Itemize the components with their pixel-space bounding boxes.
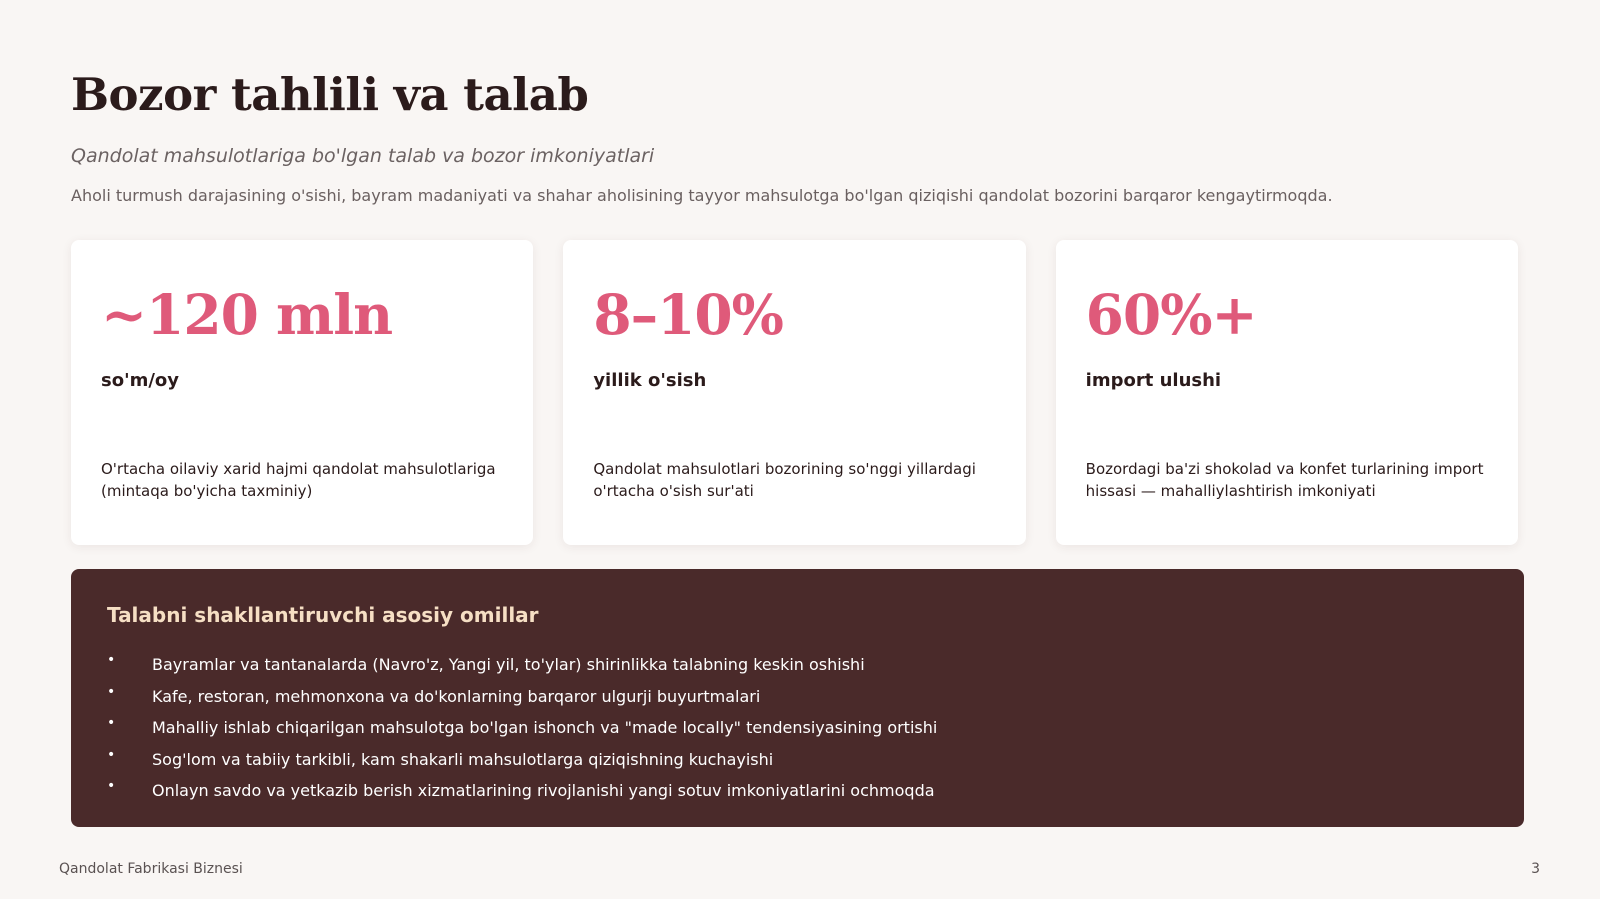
demand-factors-panel: [71, 569, 1524, 827]
slide-subtitle: Qandolat mahsulotlariga bo'lgan talab va bozor imkoniyatlari: [71, 145, 655, 167]
page-number: 3: [1531, 861, 1540, 877]
stat-value: 8–10%: [593, 282, 783, 347]
bullet-icon: •: [107, 683, 116, 700]
stat-value: ~120 mln: [101, 282, 393, 347]
bullet-icon: •: [107, 746, 116, 763]
stat-cards: [71, 240, 1518, 545]
list-item-text: Mahalliy ishlab chiqarilgan mahsulotga bo'lgan ishonch va "made locally" tendensiyasining ortishi: [152, 718, 938, 737]
stat-description: Qandolat mahsulotlari bozorining so'nggi yillardagi o'rtacha o'sish sur'ati: [593, 460, 976, 500]
list-item-text: Bayramlar va tantanalarda (Navro'z, Yangi yil, to'ylar) shirinlikka talabning keskin oshishi: [152, 655, 865, 674]
demand-factors-title: Talabni shakllantiruvchi asosiy omillar: [107, 603, 539, 627]
list-item: [107, 712, 1488, 744]
list-item: [107, 681, 1488, 713]
footer-brand: Qandolat Fabrikasi Biznesi: [59, 861, 243, 877]
stat-card-annual-growth: [563, 240, 1025, 545]
stat-description: O'rtacha oilaviy xarid hajmi qandolat mahsulotlariga (mintaqa bo'yicha taxminiy): [101, 460, 496, 500]
list-item-text: Sog'lom va tabiiy tarkibli, kam shakarli mahsulotlarga qiziqishning kuchayishi: [152, 749, 774, 769]
list-item-text: Onlayn savdo va yetkazib berish xizmatlarining rivojlanishi yangi sotuv imkoniyatlarini ochmoqda: [152, 781, 935, 800]
slide-title: Bozor tahlili va talab: [71, 68, 589, 121]
demand-factors-list: [107, 649, 1488, 807]
stat-value: 60%+: [1085, 282, 1257, 347]
stat-unit: import ulushi: [1085, 370, 1222, 391]
stat-unit: so'm/oy: [101, 370, 180, 391]
list-item-text: Kafe, restoran, mehmonxona va do'konlarning barqaror ulgurji buyurtmalari: [152, 686, 761, 706]
stat-card-purchase-volume: [71, 240, 533, 545]
bullet-icon: •: [107, 652, 116, 668]
list-item: [107, 649, 1488, 681]
stat-unit: yillik o'sish: [593, 370, 707, 391]
list-item: [107, 744, 1488, 776]
list-item: [107, 775, 1488, 807]
bullet-icon: •: [107, 778, 116, 794]
slide-lead-text: Aholi turmush darajasining o'sishi, bayram madaniyati va shahar aholisining tayyor mahsulotga bo'lgan qiziqishi qandolat bozorini barqaror kengaytirmoqda.: [71, 186, 1333, 205]
stat-description: Bozordagi ba'zi shokolad va konfet turlarining import hissasi — mahalliylashtirish imkoniyati: [1085, 460, 1484, 500]
stat-card-import-share: [1056, 240, 1518, 545]
bullet-icon: •: [107, 715, 116, 731]
